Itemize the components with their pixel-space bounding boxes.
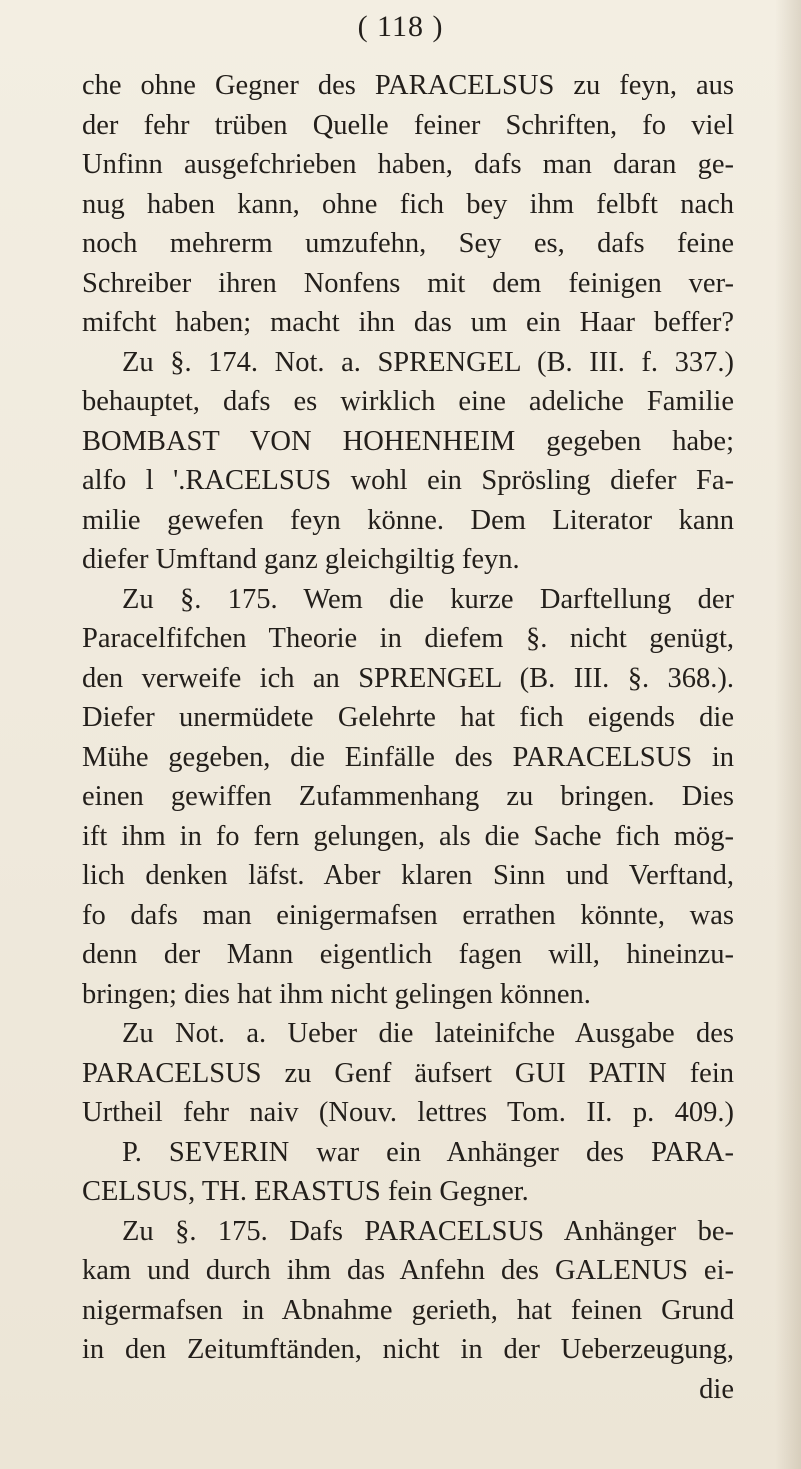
text-line: Urtheil fehr naiv (Nouv. lettres Tom. II. p. 409.)	[82, 1097, 734, 1128]
text-line: die	[699, 1373, 734, 1405]
text-line: in den Zeitumftänden, nicht in der Ueberzeugung,	[82, 1334, 734, 1365]
text-line: Zu §. 175. Wem die kurze Darftellung der	[122, 583, 734, 615]
text-line: Paracelfifchen Theorie in diefem §. nicht genügt,	[82, 623, 734, 654]
text-line: mifcht haben; macht ihn das um ein Haar beffer?	[82, 307, 734, 338]
text-line: alfo l '.RACELSUS wohl ein Sprösling diefer Fa-	[82, 465, 734, 496]
text-line: Mühe gegeben, die Einfälle des PARACELSUS in	[82, 741, 734, 773]
text-line: CELSUS, TH. ERASTUS fein Gegner.	[82, 1176, 529, 1207]
page-number: ( 118 )	[357, 10, 444, 43]
text-line: P. SEVERIN war ein Anhänger des PARA-	[122, 1136, 734, 1168]
text-line: denn der Mann eigentlich fagen will, hineinzu-	[82, 939, 734, 970]
text-line: che ohne Gegner des PARACELSUS zu feyn, aus	[82, 70, 734, 101]
text-line: Diefer unermüdete Gelehrte hat fich eigends die	[82, 702, 734, 733]
text-line: Zu §. 175. Dafs PARACELSUS Anhänger be-	[122, 1215, 734, 1247]
text-line: kam und durch ihm das Anfehn des GALENUS ei-	[82, 1255, 734, 1286]
text-line: lich denken läfst. Aber klaren Sinn und Verftand,	[82, 860, 734, 891]
text-line: nug haben kann, ohne fich bey ihm felbft nach	[82, 188, 734, 220]
text-line: ift ihm in fo fern gelungen, als die Sache fich mög-	[82, 820, 734, 852]
text-line: diefer Umftand ganz gleichgiltig feyn.	[82, 544, 520, 575]
text-line: Schreiber ihren Nonfens mit dem feinigen ver-	[82, 267, 734, 299]
text-line: Zu §. 174. Not. a. SPRENGEL (B. III. f. 337.)	[122, 346, 734, 378]
body-text	[82, 66, 734, 1409]
text-line: milie gewefen feyn könne. Dem Literator kann	[82, 504, 734, 536]
text-line: bringen; dies hat ihm nicht gelingen können.	[82, 978, 591, 1010]
text-line: PARACELSUS zu Genf äufsert GUI PATIN fein	[82, 1057, 734, 1089]
text-line: nigermafsen in Abnahme gerieth, hat feinen Grund	[82, 1294, 734, 1326]
text-line: Zu Not. a. Ueber die lateinifche Ausgabe des	[122, 1018, 734, 1049]
text-line: behauptet, dafs es wirklich eine adeliche Familie	[82, 386, 734, 417]
text-line: Unfinn ausgefchrieben haben, dafs man daran ge-	[82, 149, 734, 180]
text-line: einen gewiffen Zufammenhang zu bringen. Dies	[82, 781, 734, 812]
text-line: noch mehrerm umzufehn, Sey es, dafs feine	[82, 228, 734, 259]
text-line: den verweife ich an SPRENGEL (B. III. §. 368.).	[82, 662, 734, 694]
text-line: fo dafs man einigermafsen errathen könnte, was	[82, 899, 734, 931]
page-edge-shadow	[775, 0, 801, 1469]
text-line: der fehr trüben Quelle feiner Schriften, fo viel	[82, 109, 734, 141]
text-line: BOMBAST VON HOHENHEIM gegeben habe;	[82, 425, 734, 457]
